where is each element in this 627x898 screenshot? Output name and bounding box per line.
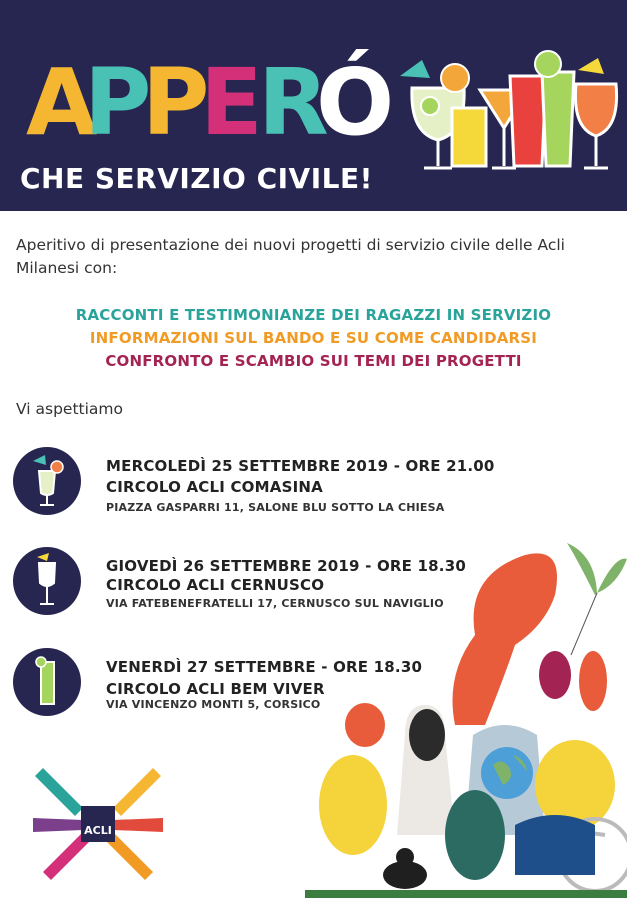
event-date: GIOVEDÌ 26 SETTEMBRE 2019 - ORE 18.30 [106,557,466,575]
intro-text: Aperitivo di presentazione dei nuovi progetti di servizio civile delle Acli Milanesi con: [16,236,565,277]
event-venue: CIRCOLO ACLI CERNUSCO [106,576,325,594]
event-venue: CIRCOLO ACLI COMASINA [106,478,323,496]
apperò-title [22,38,395,156]
highlight-project-themes: CONFRONTO E SCAMBIO SUI TEMI DEI PROGETTI [105,352,522,370]
title-letter: Ó [316,49,395,156]
header-banner [0,0,627,211]
cocktail-glass-icon [13,447,81,515]
logo-text: ACLI [84,824,112,837]
people-illustration [305,535,627,898]
mojito-glass-icon [13,648,81,716]
event-address: VIA FATEBENEFRATELLI 17, CERNUSCO SUL NAVIGLIO [106,597,444,610]
title-letter: E [200,49,263,156]
highlight-testimonials: RACCONTI E TESTIMONIANZE DEI RAGAZZI IN SERVIZIO [75,306,552,324]
title-letter: A [26,49,98,156]
title-letter: R [258,49,329,156]
title-letter: P [84,49,152,156]
event-date: MERCOLEDÌ 25 SETTEMBRE 2019 - ORE 21.00 [106,457,495,475]
title-letter: P [142,49,210,156]
cocktails-illustration-icon [400,48,622,178]
acli-logo [33,760,163,880]
highlight-application-info: INFORMAZIONI SUL BANDO E SU COME CANDIDARSI [89,329,538,347]
event-venue: CIRCOLO ACLI BEM VIVER [106,680,325,698]
event-address: VIA VINCENZO MONTI 5, CORSICO [106,698,321,711]
event-date: VENERDÌ 27 SETTEMBRE - ORE 18.30 [106,658,423,676]
wine-glass-icon [13,547,81,615]
greeting-text: Vi aspettiamo [16,400,123,418]
event-address: PIAZZA GASPARRI 11, SALONE BLU SOTTO LA CHIESA [106,501,445,514]
page-subtitle: CHE SERVIZIO CIVILE! [20,162,373,195]
